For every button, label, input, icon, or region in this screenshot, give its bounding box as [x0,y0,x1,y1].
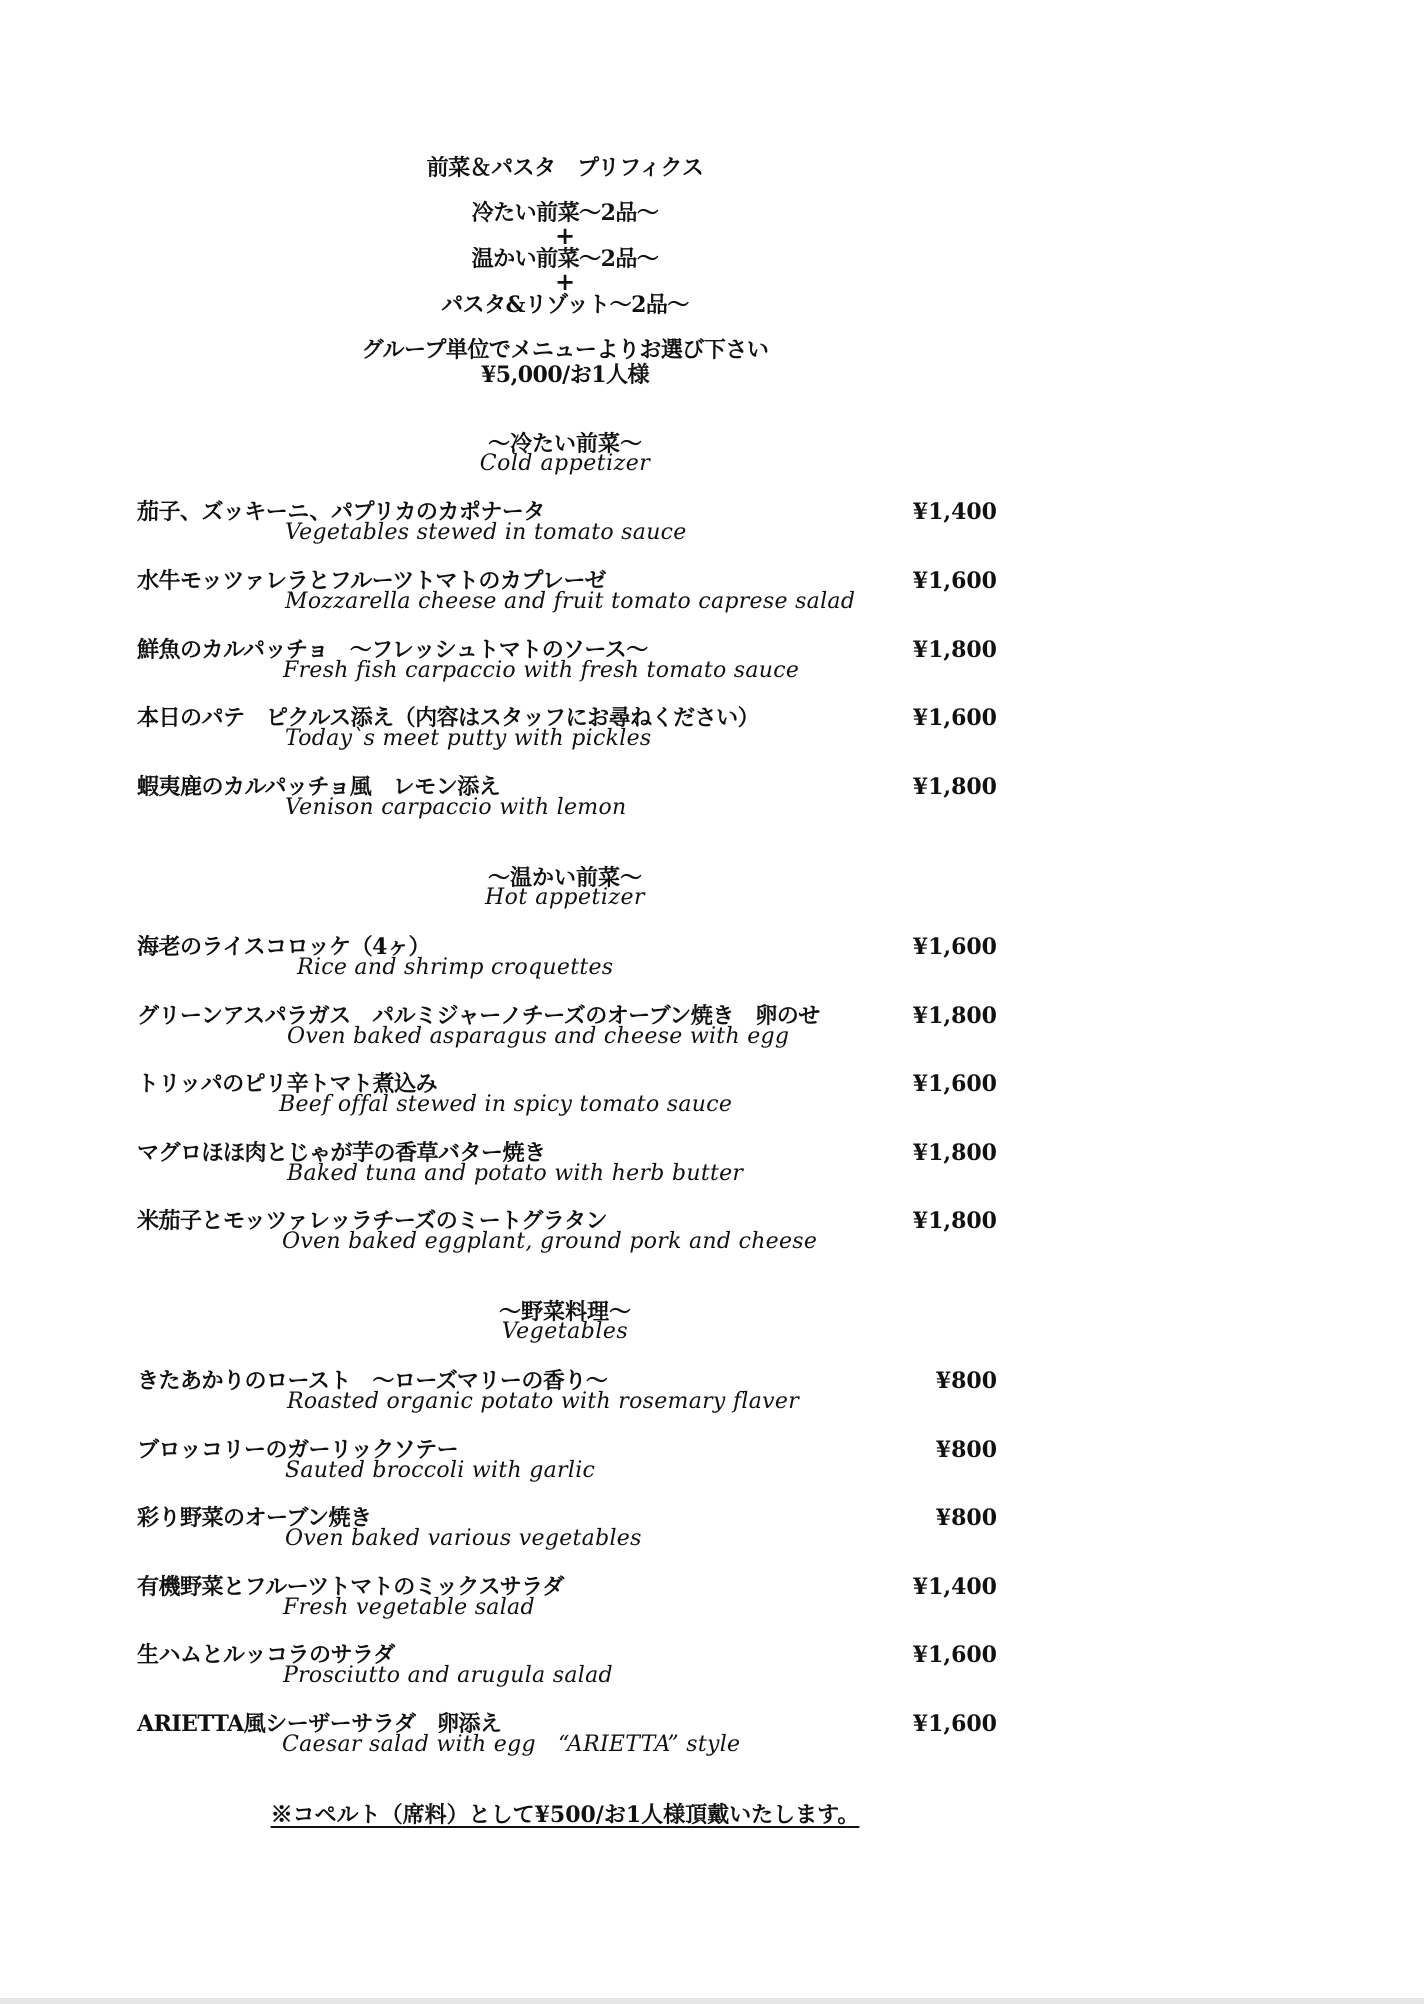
item-name: 本日のパテ ピクルス添え（内容はスタッフにお尋ねください） [137,705,760,731]
item-description: Baked tuna and potato with herb butter [287,1161,744,1186]
item-description: Caesar salad with egg “ARIETTA” style [282,1732,741,1757]
section-subtitle-hot: Hot appetizer [484,885,646,910]
item-name: ARIETTA風シーザーサラダ 卵添え [137,1711,502,1737]
menu-title: 前菜＆パスタ プリフィクス [426,155,704,181]
item-description: Mozzarella cheese and fruit tomato caprese salad [285,589,856,614]
menu-item [137,568,997,628]
item-name: 彩り野菜のオーブン焼き [137,1505,372,1531]
item-name: ブロッコリーのガーリックソテー [137,1437,459,1463]
menu-item [137,934,997,994]
item-description: Roasted organic potato with rosemary flaver [287,1389,800,1414]
item-price: ¥800 [935,1368,997,1394]
menu-item [137,774,997,834]
item-name: 米茄子とモッツァレッラチーズのミートグラタン [137,1208,608,1234]
item-description: Oven baked eggplant, ground pork and cheese [282,1229,818,1254]
item-price: ¥1,800 [912,637,997,663]
course-line-hot: 温かい前菜～2品～ [471,246,659,272]
menu-item [137,1003,997,1063]
item-name: 鮮魚のカルパッチョ ～フレッシュトマトのソース～ [137,637,648,663]
plus-sign: + [554,221,576,250]
item-description: Fresh vegetable salad [283,1595,535,1620]
item-description: Venison carpaccio with lemon [285,795,627,820]
item-description: Rice and shrimp croquettes [297,955,614,980]
item-price: ¥1,800 [912,1140,997,1166]
item-price: ¥1,400 [912,1574,997,1600]
menu-item [137,1642,997,1702]
item-price: ¥1,600 [912,1642,997,1668]
cover-charge-note: ※コペルト（席料）として¥500/お1人様頂戴いたします。 [270,1802,860,1828]
menu-item [137,1437,997,1497]
menu-item [137,1505,997,1565]
item-description: Prosciutto and arugula salad [283,1663,613,1688]
plus-sign: + [554,267,576,296]
item-price: ¥1,800 [912,774,997,800]
item-name: 蝦夷鹿のカルパッチョ風 レモン添え [137,774,501,800]
item-description: Sauted broccoli with garlic [285,1458,596,1483]
course-price: ¥5,000/お1人様 [480,362,650,388]
item-name: 有機野菜とフルーツトマトのミックスサラダ [137,1574,564,1600]
section-title-cold: ～冷たい前菜～ [487,431,642,457]
menu-item [137,1574,997,1634]
section-subtitle-vegetables: Vegetables [501,1319,629,1344]
menu-item [137,1071,997,1131]
course-line-pasta: パスタ&リゾット～2品～ [441,292,689,318]
section-subtitle-cold: Cold appetizer [479,451,651,476]
item-description: Oven baked asparagus and cheese with egg [287,1024,790,1049]
menu-item [137,705,997,765]
item-name: 茄子、ズッキーニ、パプリカのカポナータ [137,499,545,525]
item-description: Vegetables stewed in tomato sauce [285,520,687,545]
item-price: ¥1,600 [912,568,997,594]
item-description: Fresh fish carpaccio with fresh tomato sauce [283,658,800,683]
course-note: グループ単位でメニューよりお選び下さい [361,337,769,363]
menu-item [137,637,997,697]
item-description: Today`s meet putty with pickles [285,726,652,751]
menu-item [137,1711,997,1771]
item-name: グリーンアスパラガス パルミジャーノチーズのオーブン焼き 卵のせ [137,1003,820,1029]
item-price: ¥1,400 [912,499,997,525]
item-name: きたあかりのロースト ～ローズマリーの香り～ [137,1368,608,1394]
item-name: トリッパのピリ辛トマト煮込み [137,1071,438,1097]
page-bottom-edge [0,1998,1424,2004]
menu-item [137,1368,997,1428]
menu-item [137,1208,997,1268]
item-price: ¥800 [935,1505,997,1531]
item-price: ¥1,800 [912,1208,997,1234]
item-price: ¥1,600 [912,1711,997,1737]
item-price: ¥1,600 [912,1071,997,1097]
item-name: マグロほほ肉とじゃが芋の香草バター焼き [137,1140,546,1166]
menu-item [137,1140,997,1200]
menu-item [137,499,997,559]
section-title-hot: ～温かい前菜～ [487,865,642,891]
section-title-vegetables: ～野菜料理～ [498,1299,631,1325]
item-price: ¥1,800 [912,1003,997,1029]
item-name: 生ハムとルッコラのサラダ [137,1642,395,1668]
item-price: ¥800 [935,1437,997,1463]
course-line-cold: 冷たい前菜～2品～ [471,200,659,226]
item-name: 海老のライスコロッケ（4ヶ） [137,934,430,960]
item-description: Oven baked various vegetables [285,1526,642,1551]
item-description: Beef offal stewed in spicy tomato sauce [279,1092,733,1117]
item-name: 水牛モッツァレラとフルーツトマトのカプレーゼ [137,568,607,594]
item-price: ¥1,600 [912,934,997,960]
item-price: ¥1,600 [912,705,997,731]
